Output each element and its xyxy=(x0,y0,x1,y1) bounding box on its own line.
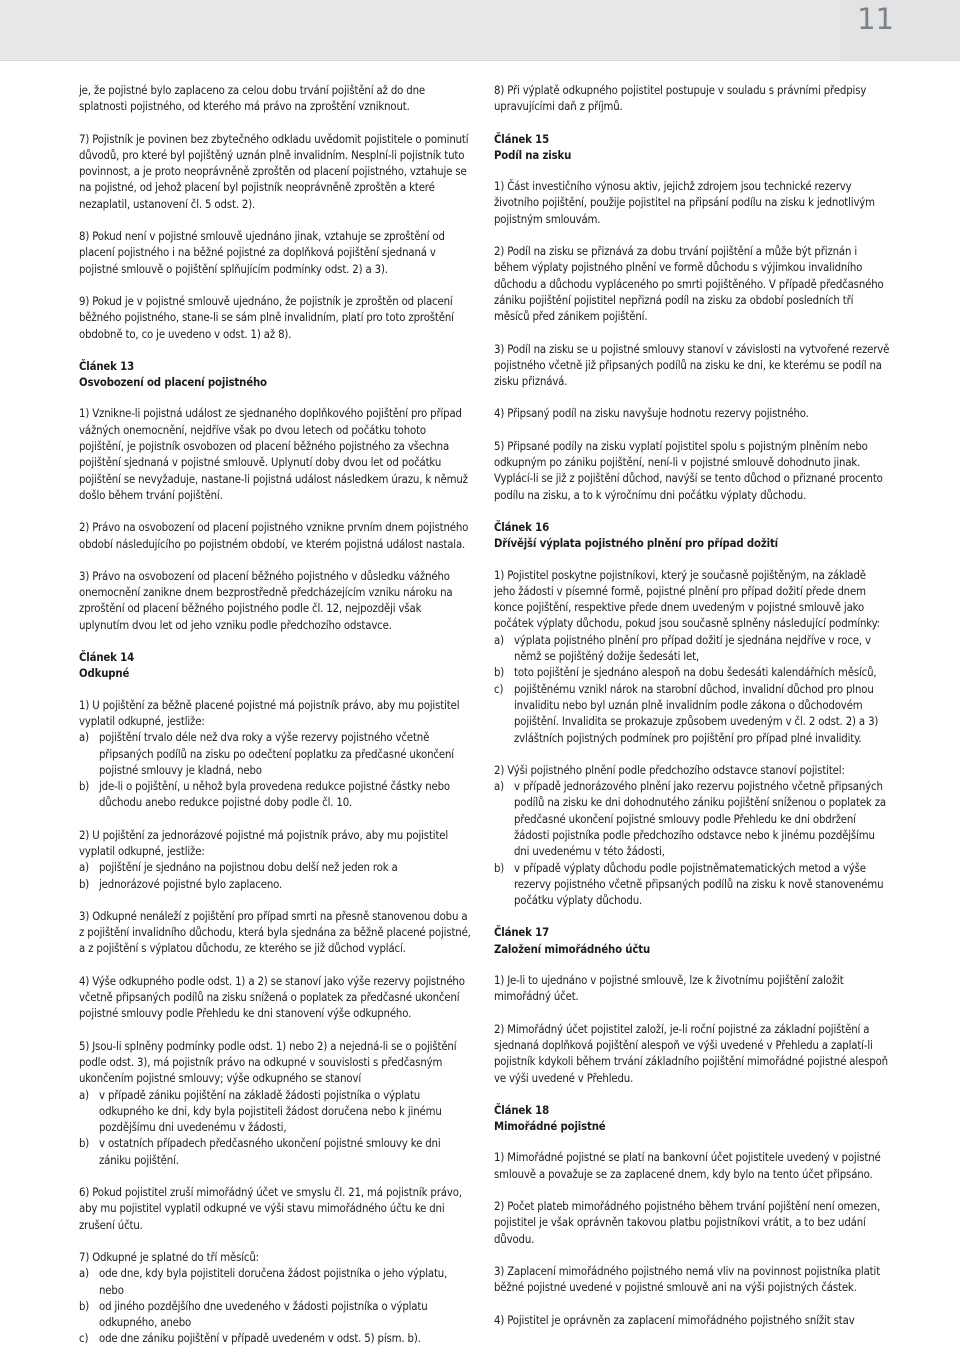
paragraph: je, že pojistné bylo zaplaceno za celou dobu trvání pojištění až do dne splatnosti pojistného, od kterého má právo na zproštění vzniknout. xyxy=(79,84,425,114)
list-item xyxy=(79,877,471,893)
article-heading xyxy=(494,132,890,165)
article-number: Článek 17 xyxy=(494,926,550,940)
list-item xyxy=(494,779,890,860)
list-item xyxy=(494,665,890,681)
article-title: Dřívější výplata pojistného plnění pro případ dožití xyxy=(494,537,778,551)
list-item xyxy=(79,779,471,812)
paragraph: 7) Odkupné je splatné do tří měsíců: xyxy=(79,1250,259,1264)
article-number: Článek 16 xyxy=(494,520,550,534)
article-title: Mimořádné pojistné xyxy=(494,1120,606,1134)
paragraph: 1) U pojištění za běžně placené pojistné má pojistník právo, aby mu pojistitel vyplatil odkupné, jestliže: xyxy=(79,698,460,728)
article-title: Podíl na zisku xyxy=(494,148,572,162)
list-item-letter: b) xyxy=(79,1299,90,1313)
list-item-letter: c) xyxy=(79,1332,89,1346)
list-item-letter: a) xyxy=(79,731,89,745)
list-item xyxy=(79,860,471,876)
list-item xyxy=(494,682,890,747)
list-item-letter: a) xyxy=(494,633,504,647)
list-item-text: jde-li o pojištění, u něhož byla provedena redukce pojistné částky nebo důchodu anebo redukce pojistné doby podle čl. 10. xyxy=(99,780,450,810)
article-heading xyxy=(494,520,890,553)
list-item xyxy=(79,1266,471,1299)
paragraph: 1) Část investičního výnosu aktiv, jejichž zdrojem jsou technické rezervy životního pojištění, použije pojistitel na připsání podílu na zisku k jednotlivým pojistným smlouvám. xyxy=(494,180,875,226)
paragraph: 7) Pojistník je povinen bez zbytečného odkladu uvědomit pojistitele o pominutí důvodů, pro které byl pojištěný uznán plně invalidním. Nesplní-li pojistník tuto povinnost, a je proto neoprávněně zproštěn od placení pojistného, vztahuje se na pojistné, od jehož placení byl pojistník neoprávněně zproštěn a které nezaplatil, ustanovení čl. 5 odst. 2). xyxy=(79,132,469,211)
article-heading xyxy=(79,359,471,392)
list-item-letter: b) xyxy=(79,1137,90,1151)
paragraph: 1) Mimořádné pojistné se platí na bankovní účet pojistitele uvedený v pojistné smlouvě a považuje se za zaplacené dnem, kdy bylo na tento účet připsáno. xyxy=(494,1151,881,1181)
paragraph: 8) Při výplatě odkupného pojistitel postupuje v souladu s právními předpisy upravujícími daň z příjmů. xyxy=(494,84,867,114)
article-title: Osvobození od placení pojistného xyxy=(79,376,267,390)
paragraph: 3) Právo na osvobození od placení běžného pojistného v důsledku vážného onemocnění zanikne dnem bezprostředně předcházejícím vzniku nároku na zproštění od placení běžného pojistného podle čl. 12, nejpozději však uplynutím dvou let od jeho vzniku podle předchozího odstavce. xyxy=(79,569,453,632)
paragraph: 2) Podíl na zisku se přiznává za dobu trvání pojištění a může být přiznán i během výplaty pojistného plnění ve formě důchodu s výjimkou invalidního důchodu a důchodu vypláceného po smrti pojištěného. V případě předčasného zániku pojištění pojistitel nepřizná podíl na zisku za období posledních tří měsíců před zánikem pojištění. xyxy=(494,245,884,324)
list-item-text: v ostatních případech předčasného ukončení pojistné smlouvy ke dni zániku pojištění. xyxy=(99,1137,441,1167)
paragraph: 5) Připsané podíly na zisku vyplatí pojistitel spolu s pojistným plněním nebo odkupným po zániku pojištění, není-li v pojistné smlouvě dohodnuto jinak. Vyplácí-li se již z pojištění důchod, navýší se tento důchod o přiznané procento podílu na zisku, a to k výročnímu dni počátku výplaty důchodu. xyxy=(494,439,883,502)
list-item xyxy=(79,1331,471,1347)
list-item-text: od jiného pozdějšího dne uvedeného v žádosti pojistníka o výplatu odkupného, anebo xyxy=(99,1299,428,1330)
list-item xyxy=(494,861,890,910)
list-item-letter: b) xyxy=(494,861,505,875)
paragraph: 4) Pojistitel je oprávněn za zaplacení mimořádného pojistného snížit stav xyxy=(494,1313,855,1327)
paragraph: 1) Pojistitel poskytne pojistníkovi, který je současně pojištěným, na základě jeho žádosti v písemné formě, pojistné plnění pro případ dožití přede dnem konce pojištění, respektive přede dnem uvedeným v pojistné smlouvě jako počátek výplaty důchodu, pokud jsou současně splněny následující podmínky: xyxy=(494,568,880,631)
list-item-text: v případě jednorázového plnění jako rezervu pojistného včetně připsaných podílů na zisku ke dni dohodnutého zániku pojištění sníženou o poplatek za předčasné ukončení pojistné smlouvy podle Přehledu ke dni obdržení žádosti pojistníka podle předchozího odstavce nebo k jinému pozdějšímu dni uvedenému v této žádosti, xyxy=(514,780,887,859)
list-item-text: výplata pojistného plnění pro případ dožití je sjednána nejdříve v roce, v němž se pojištěný dožije šedesáti let, xyxy=(514,633,871,664)
list-item-letter: a) xyxy=(79,1267,89,1281)
paragraph: 3) Podíl na zisku se u pojistné smlouvy stanoví v závislosti na vytvořené rezervě pojistného včetně již připsaných podílů na zisku ke dni, ke kterému se podíl na zisku přiznává. xyxy=(494,342,890,389)
list-item-text: v případě výplaty důchodu podle pojistněmatematických metod a výše rezervy pojistného včetně připsaných podílů na zisku k nově stanovenému počátku výplaty důchodu. xyxy=(514,861,884,908)
list-item-letter: a) xyxy=(494,780,504,794)
paragraph: 2) U pojištění za jednorázové pojistné má pojistník právo, aby mu pojistitel vyplatil odkupné, jestliže: xyxy=(79,828,449,858)
list-item xyxy=(494,633,890,666)
list-item-text: ode dne zániku pojištění v případě uvedeném v odst. 5) písm. b). xyxy=(99,1332,421,1346)
list-item-text: pojištění je sjednáno na pojistnou dobu delší než jeden rok a xyxy=(99,861,398,875)
article-number: Článek 18 xyxy=(494,1103,550,1117)
article-title: Založení mimořádného účtu xyxy=(494,942,651,956)
list-item-letter: a) xyxy=(79,861,89,875)
list-item-letter: a) xyxy=(79,1088,89,1102)
article-title: Odkupné xyxy=(79,667,130,681)
list-item-text: toto pojištění je sjednáno alespoň na dobu šedesáti kalendářních měsíců, xyxy=(514,666,877,680)
list-item xyxy=(79,730,471,779)
list-item-text: v případě zániku pojištění na základě žádosti pojistníka o výplatu odkupného ke dni, kdy byla pojistiteli žádost doručena nebo k jinému pozdějšímu dni uvedenému v žádosti, xyxy=(99,1088,442,1135)
list-item-letter: b) xyxy=(494,666,505,680)
list-item-text: ode dne, kdy byla pojistiteli doručena žádost pojistníka o jeho výplatu, nebo xyxy=(99,1267,448,1297)
paragraph: 1) Je-li to ujednáno v pojistné smlouvě, lze k životnímu pojištění založit mimořádný účet. xyxy=(494,974,844,1004)
paragraph: 2) Mimořádný účet pojistitel založí, je-li roční pojistné za základní pojištění a sjednaná doplňková pojištění alespoň ve výši uvedené v Přehledu a zaplatí-li pojistník kdykoli během trvání základního pojištění mimořádné pojistné alespoň ve výši uvedené v Přehledu. xyxy=(494,1022,888,1085)
article-heading xyxy=(494,1103,890,1136)
paragraph: 8) Pokud není v pojistné smlouvě ujednáno jinak, vztahuje se zproštění od placení pojistného i na běžné pojistné za doplňková pojištění sjednaná v pojistné smlouvě o pojištění splňujícím podmínky odst. 2) a 3). xyxy=(79,230,445,276)
article-heading xyxy=(494,925,890,958)
article-number: Článek 13 xyxy=(79,359,135,373)
article-heading xyxy=(79,650,471,683)
paragraph: 2) Právo na osvobození od placení pojistného vznikne prvním dnem pojistného období následujícího po pojistném období, ve kterém pojistná událost nastala. xyxy=(79,521,469,551)
list-item-letter: b) xyxy=(79,780,90,794)
article-number: Článek 14 xyxy=(79,651,135,665)
paragraph: 4) Připsaný podíl na zisku navyšuje hodnotu rezervy pojistného. xyxy=(494,407,809,421)
list-item xyxy=(79,1299,471,1332)
list-item-text: jednorázové pojistné bylo zaplaceno. xyxy=(99,877,283,891)
list-item-text: pojištěnému vznikl nárok na starobní důchod, invalidní důchod pro plnou invaliditu nebo byl uznán plně invalidním podle zákona o důchodovém pojištění. Invalidita se prokazuje způsobem uvedeným v čl. 2 odst. 2) a 3) zvláštních pojistných podmínek pro pojištění pro případ plné invalidity. xyxy=(514,682,879,745)
list-item-text: pojištění trvalo déle než dva roky a výše rezervy pojistného včetně připsaných podílů na zisku po odečtení poplatku za předčasné ukončení pojistné smlouvy je kladná, nebo xyxy=(99,731,454,777)
list-item xyxy=(79,1088,471,1137)
paragraph: 9) Pokud je v pojistné smlouvě ujednáno, že pojistník je zproštěn od placení běžného pojistného, stane-li se sám plně invalidním, platí pro toto zproštění obdobně to, co je uvedeno v odst. 1) až 8). xyxy=(79,294,454,341)
list-item xyxy=(79,1136,471,1169)
list-item-letter: c) xyxy=(494,682,504,696)
paragraph: 5) Jsou-li splněny podmínky podle odst. 1) nebo 2) a nejedná-li se o pojištění podle odst. 3), má pojistník právo na odkupné v souvislosti s předčasným ukončením pojistné smlouvy; výše odkupného se stanoví xyxy=(79,1039,457,1086)
page-number: 11 xyxy=(857,2,894,36)
paragraph: 2) Výši pojistného plnění podle předchozího odstavce stanoví pojistitel: xyxy=(494,763,845,777)
paragraph: 4) Výše odkupného podle odst. 1) a 2) se stanoví jako výše rezervy pojistného včetně připsaných podílů na zisku snížená o poplatek za předčasné ukončení pojistné smlouvy podle Přehledu ke dni stanovení výše odkupného. xyxy=(79,974,465,1021)
paragraph: 2) Počet plateb mimořádného pojistného během trvání pojištění není omezen, pojistitel je však oprávněn takovou platbu pojistníkovi vrátit, a to bez udání důvodu. xyxy=(494,1200,881,1246)
paragraph: 6) Pokud pojistitel zruší mimořádný účet ve smyslu čl. 21, má pojistník právo, aby mu pojistitel vyplatil odkupné ve výši stavu mimořádného účtu ke dni zrušení účtu. xyxy=(79,1186,462,1232)
paragraph: 3) Odkupné nenáleží z pojištění pro případ smrti na přesně stanovenou dobu a z pojištění invalidního důchodu, která byla sjednána za běžně placené pojistné, a z pojištění s výplatou důchodu, ze kterého se již důchod vyplácí. xyxy=(79,909,471,956)
list-item-letter: b) xyxy=(79,877,90,891)
page-header-bar xyxy=(0,0,960,61)
right-column xyxy=(494,83,890,1345)
article-number: Článek 15 xyxy=(494,132,550,146)
paragraph: 1) Vznikne-li pojistná událost ze sjednaného doplňkového pojištění pro případ vážných onemocnění, nejdříve však po dvou letech od počátku tohoto pojištění, je pojistník osvobozen od placení běžného pojistného za všechna pojištění sjednaná v pojistné smlouvě. Uplynutí doby dvou let od počátku pojištění se nevyžaduje, nastane-li pojistná událost následkem úrazu, k němuž došlo během trvání pojištění. xyxy=(79,407,468,502)
paragraph: 3) Zaplacení mimořádného pojistného nemá vliv na povinnost pojistníka platit běžné pojistné uvedené v pojistné smlouvě ani na výši pojistných částek. xyxy=(494,1264,881,1295)
left-column xyxy=(79,83,471,1364)
